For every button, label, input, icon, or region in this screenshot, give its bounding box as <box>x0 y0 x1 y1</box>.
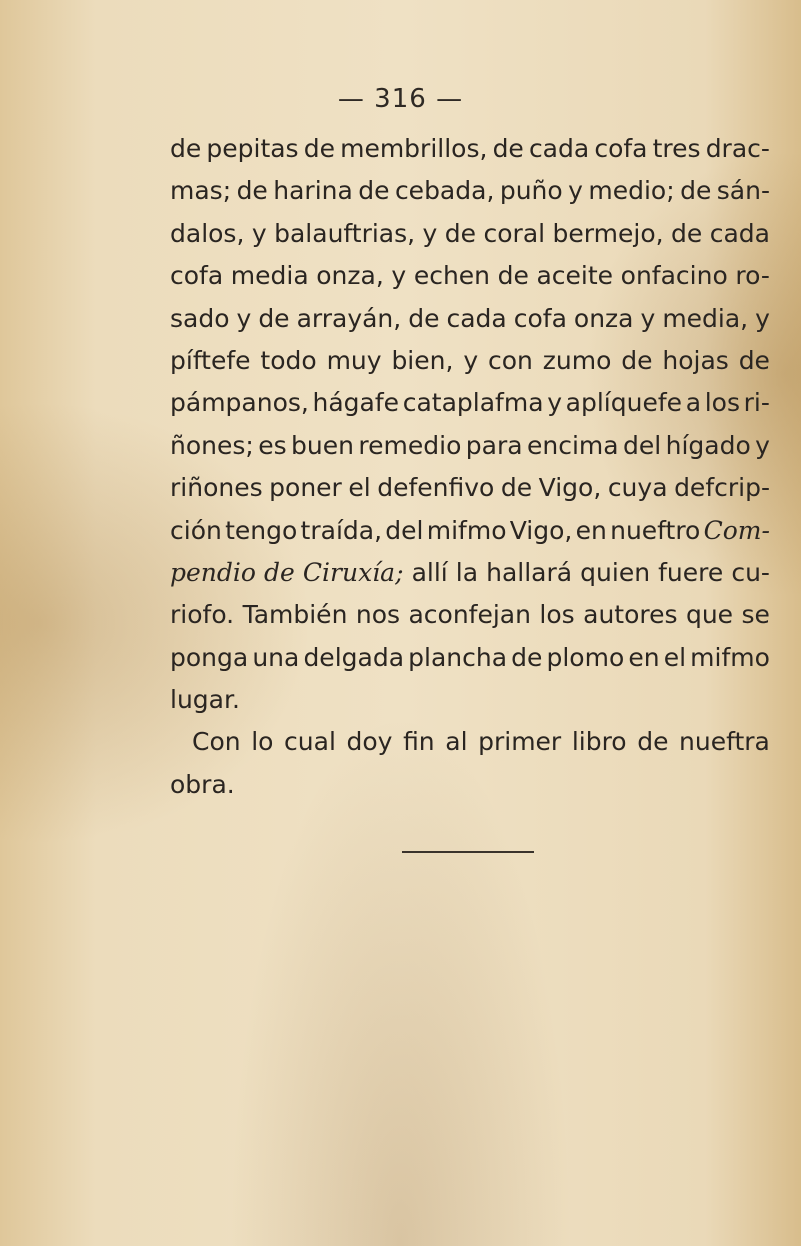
word: de <box>738 345 770 375</box>
text-line <box>170 764 770 806</box>
text-line <box>170 637 770 679</box>
word: sán- <box>716 176 770 206</box>
page-number: — 316 — <box>337 84 464 114</box>
word: hígado <box>665 430 751 460</box>
word: primer <box>478 727 562 757</box>
word: drac- <box>705 134 770 163</box>
word: bermejo, <box>552 218 664 248</box>
word: y <box>236 303 252 333</box>
word: y <box>391 261 407 291</box>
word: encima <box>526 430 619 460</box>
word: cu- <box>731 557 770 587</box>
word: bien, <box>391 345 454 375</box>
word: de <box>671 218 703 248</box>
word: remedio <box>358 430 462 460</box>
word: para <box>465 430 523 460</box>
word: hágafe <box>312 388 400 418</box>
word: de <box>621 345 653 375</box>
word: que <box>685 600 734 630</box>
word: y <box>640 303 656 333</box>
word: riñones <box>170 473 263 503</box>
word: ponga <box>170 642 249 672</box>
word: nos <box>355 600 401 630</box>
word: tres <box>652 134 701 163</box>
word: autores <box>583 600 678 630</box>
word: lo <box>251 727 274 757</box>
word: libro <box>571 727 627 757</box>
word: ro- <box>735 261 770 291</box>
word: plancha <box>408 642 508 672</box>
word: arrayán, <box>296 303 402 333</box>
word: puño <box>499 176 563 206</box>
text-line <box>170 425 770 467</box>
word: pámpanos, <box>170 388 309 418</box>
word: muy <box>326 345 382 375</box>
word: balauftrias, <box>274 218 416 248</box>
word: de <box>258 303 290 333</box>
word: cebada, <box>394 176 495 206</box>
word: y <box>755 303 770 333</box>
word: delgada <box>303 642 405 672</box>
word: tengo <box>225 515 298 545</box>
word: allí <box>411 557 448 587</box>
text-line <box>170 298 770 340</box>
word: hojas <box>662 345 729 375</box>
word: los <box>539 600 575 630</box>
word: cataplafma <box>402 388 544 418</box>
word: y <box>568 176 583 206</box>
word: en <box>575 515 607 545</box>
word: de <box>303 134 335 163</box>
word: píftefe <box>170 345 251 375</box>
word: mifmo <box>690 642 770 672</box>
word: doy <box>346 727 393 757</box>
word: aceite <box>536 261 614 291</box>
word: mas; <box>170 176 232 206</box>
word: plomo <box>546 642 625 672</box>
word: fin <box>403 727 435 757</box>
italic-word: pendio <box>170 557 256 587</box>
word: cada <box>528 134 590 163</box>
word: defcrip- <box>674 473 770 503</box>
text-line <box>170 679 770 721</box>
word: del <box>385 515 424 545</box>
word: harina <box>273 176 353 206</box>
word: de <box>492 134 524 163</box>
word: y <box>422 218 438 248</box>
text-line <box>170 213 770 255</box>
word: de <box>170 134 202 163</box>
word: una <box>252 642 300 672</box>
word: cada <box>446 303 507 333</box>
word: defenfivo <box>377 473 495 503</box>
word: medio; <box>588 176 675 206</box>
word: nueftro <box>610 515 701 545</box>
word: onza <box>573 303 634 333</box>
word: aplíquefe <box>565 388 683 418</box>
word: hallará <box>486 557 573 587</box>
word: pepitas <box>206 134 299 163</box>
word: echen <box>413 261 491 291</box>
word: ri- <box>743 388 770 418</box>
word: ñones; <box>170 430 254 460</box>
word: y <box>547 388 562 418</box>
word: onza, <box>316 261 384 291</box>
word: el <box>663 642 687 672</box>
word: obra. <box>170 769 235 799</box>
word: es <box>258 430 287 460</box>
word: y <box>251 218 267 248</box>
word: lugar. <box>170 685 240 715</box>
word: media, <box>662 303 749 333</box>
word: onfacino <box>620 261 728 291</box>
text-line <box>170 594 770 636</box>
word: cofa <box>170 261 224 291</box>
word: a <box>685 388 702 418</box>
word: aconfejan <box>408 600 531 630</box>
word: de <box>637 727 669 757</box>
word: mifmo <box>426 515 507 545</box>
word: media <box>230 261 309 291</box>
word: en <box>628 642 660 672</box>
text-line <box>170 721 770 763</box>
text-line <box>170 510 770 552</box>
word: el <box>348 473 371 503</box>
word: buen <box>291 430 354 460</box>
text-line <box>170 382 770 424</box>
word: cada <box>709 218 770 248</box>
word: cofa <box>513 303 567 333</box>
word: dalos, <box>170 218 245 248</box>
word: cuya <box>607 473 668 503</box>
italic-word: Com- <box>703 515 770 545</box>
end-rule <box>402 851 534 853</box>
word: al <box>445 727 468 757</box>
text-line <box>170 340 770 382</box>
word: de <box>444 218 477 248</box>
word: riofo. <box>170 600 235 630</box>
word: de <box>497 261 529 291</box>
text-line <box>170 255 770 297</box>
word: nueftra <box>679 727 770 757</box>
word: También <box>242 600 348 630</box>
italic-word: Ciruxía; <box>302 557 404 587</box>
word: Vigo, <box>509 515 573 545</box>
word: Vigo, <box>538 473 602 503</box>
word: la <box>455 557 479 587</box>
word: zumo <box>542 345 612 375</box>
word: Con <box>192 727 241 757</box>
word: de <box>358 176 390 206</box>
word: de <box>408 303 440 333</box>
word: cual <box>284 727 336 757</box>
word: y <box>755 430 770 460</box>
text-line <box>170 552 770 594</box>
word: coral <box>483 218 546 248</box>
word: sado <box>170 303 230 333</box>
word: ción <box>170 515 222 545</box>
text-line <box>170 128 770 170</box>
word: cofa <box>594 134 648 163</box>
word: traída, <box>300 515 383 545</box>
word: de <box>236 176 268 206</box>
word: todo <box>260 345 317 375</box>
word: poner <box>269 473 342 503</box>
word: los <box>704 388 740 418</box>
word: y <box>463 345 479 375</box>
word: quien <box>580 557 651 587</box>
italic-word: de <box>264 557 295 587</box>
word: se <box>741 600 770 630</box>
word: del <box>622 430 662 460</box>
word: membrillos, <box>340 134 488 163</box>
body-text <box>170 128 770 806</box>
word: de <box>680 176 712 206</box>
word: con <box>487 345 533 375</box>
word: de <box>500 473 533 503</box>
word: de <box>511 642 543 672</box>
text-line <box>170 467 770 509</box>
word: fuere <box>658 557 724 587</box>
text-line <box>170 170 770 212</box>
